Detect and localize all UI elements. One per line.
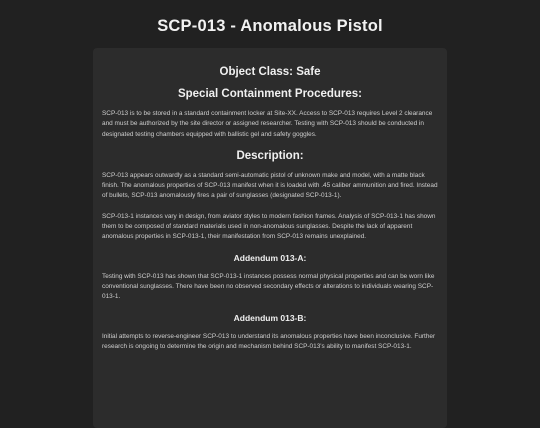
- containment-procedures-text: SCP-013 is to be stored in a standard containment locker at Site-XX. Access to SCP-013 requires Level 2 clearance and must be authorized by the site director or assigned researcher. Testing with SCP-013 should be conducted in designated testing chambers equipped with ballistic gel and safety goggles.: [102, 110, 433, 138]
- addendum-a-text: Testing with SCP-013 has shown that SCP-013-1 instances possess normal physical properties and can be worn like conventional sunglasses. There have been no observed secondary effects or alterations to individuals wearing SCP-013-1.: [102, 272, 435, 301]
- addendum-b-text: Initial attempts to reverse-engineer SCP-013 to understand its anomalous properties have been inconclusive. Further research is ongoing to determine the origin and mechanism behind SCP-013's ability to manifest SCP-013-1.: [102, 332, 436, 350]
- description-paragraph: SCP-013-1 instances vary in design, from aviator styles to modern fashion frames. Analysis of SCP-013-1 has shown them to be composed of standard materials used in non-anomalous sunglasses. Despite the lack of apparent anomalous properties in SCP-013-1, their manifestation from SCP-013 remains unexplained.: [102, 212, 436, 241]
- description-paragraph: SCP-013 appears outwardly as a standard semi-automatic pistol of unknown make and model, with a matte black finish. The anomalous properties of SCP-013 manifest when it is loaded with .45 caliber ammunition and fired. Instead of bullets, SCP-013 anomalously fires a pair of sunglasses (designated SCP-013-1).: [102, 171, 438, 200]
- document-card: [93, 48, 447, 428]
- description-heading: Description:: [236, 149, 304, 162]
- containment-procedures-heading: Special Containment Procedures:: [177, 88, 363, 100]
- page-title: SCP-013 - Anomalous Pistol: [157, 17, 383, 35]
- addendum-a-heading: Addendum 013-A:: [233, 252, 307, 263]
- object-class-heading: Object Class: Safe: [219, 66, 321, 78]
- addendum-b-heading: Addendum 013-B:: [233, 312, 307, 323]
